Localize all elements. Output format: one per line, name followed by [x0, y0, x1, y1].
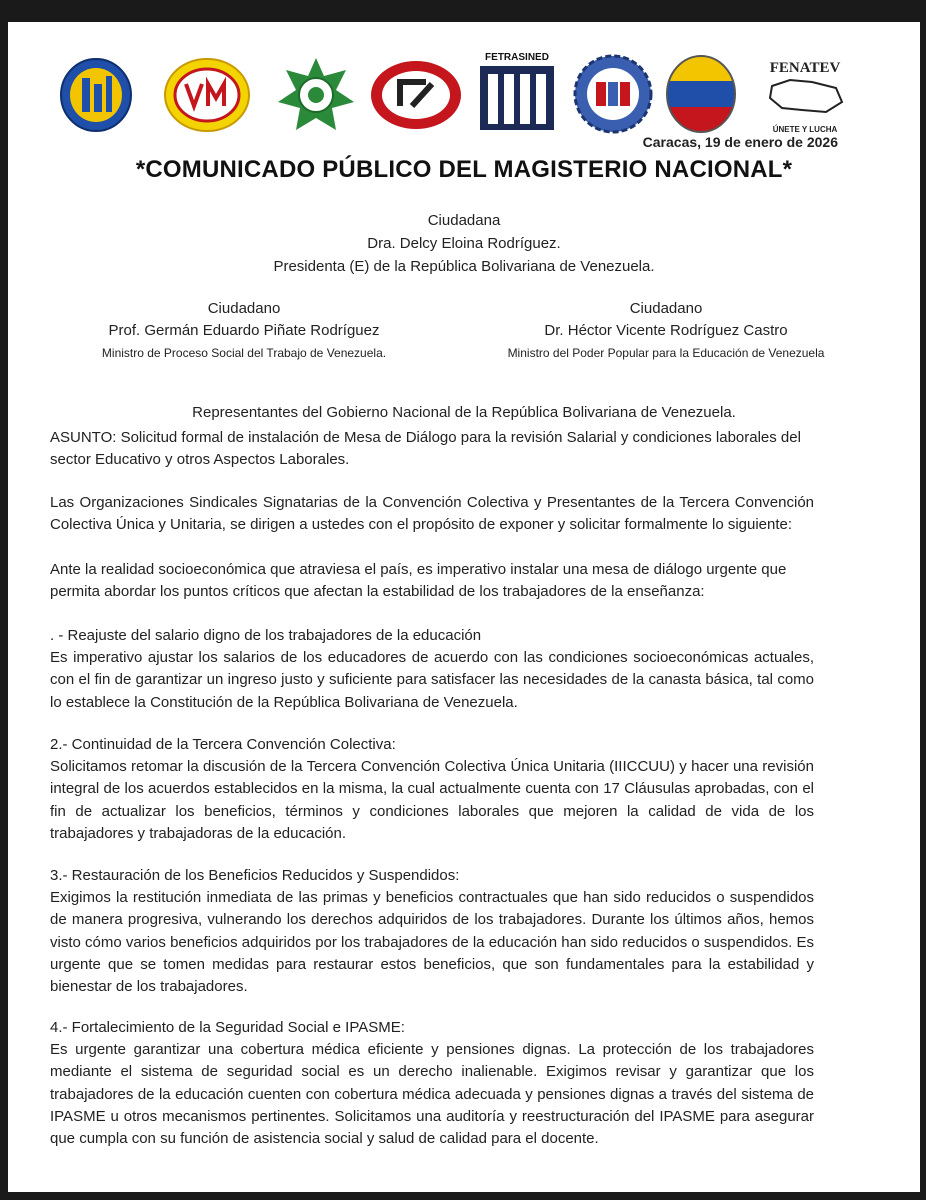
section-convention: [50, 734, 814, 845]
document-page: [8, 22, 920, 1192]
section-salary: [50, 625, 814, 714]
addressee-salutation: Ciudadana: [427, 212, 501, 229]
minister-name: Dr. Héctor Vicente Rodríguez Castro: [544, 322, 788, 339]
section-heading: . - Reajuste del salario digno de los trabajadores de la educación: [50, 627, 482, 644]
document-title: *COMUNICADO PÚBLICO DEL MAGISTERIO NACIONAL*: [135, 156, 793, 183]
intro-paragraph: Las Organizaciones Sindicales Signatarias de la Convención Colectiva y Presentantes de la Tercera Convención Colectiva Única y Unitaria, se dirigen a ustedes con el propósito de exponer y solicitar formalmente lo siguiente:: [50, 494, 814, 534]
fetrasined-text: FETRASINED: [485, 52, 549, 63]
union-logo-4: [370, 60, 462, 130]
union-logo-8: [750, 52, 860, 138]
minister-salutation: Ciudadano: [207, 300, 281, 317]
union-logo-5: [474, 48, 560, 132]
section-body: Exigimos la restitución inmediata de las primas y beneficios contractuales que han sido reducidos o suspendidos de manera progresiva, vulnerando los derechos adquiridos de los trabajadores. Durante los últimos años, hemos visto cómo varios beneficios adquiridos por los trabajadores de la educación han sido reducidos o suspendidos. Es urgente que se tomen medidas para restaurar estos beneficios, que son fundamentales para la estabilidad y bienestar de los trabajadores.: [50, 889, 814, 996]
addressee-name: Dra. Delcy Eloina Rodríguez.: [367, 235, 561, 252]
document-date: Caracas, 19 de enero de 2026: [642, 134, 838, 150]
representatives-line: Representantes del Gobierno Nacional de la República Bolivariana de Venezuela.: [192, 404, 736, 421]
minister-salutation: Ciudadano: [629, 300, 703, 317]
section-body: Es urgente garantizar una cobertura médica eficiente y pensiones dignas. La protección de los trabajadores mediante el sistema de seguridad social es un derecho inalienable. Exigimos revisar y garantizar que los trabajadores de la educación cuenten con cobertura médica adecuada y pensiones dignas a través del sistema de IPASME u otros mecanismos pertinentes. Solicitamos una auditoría y reestructuración del IPASME para asegurar que cumpla con su función de asistencia social y salud de calidad para el docente.: [50, 1041, 814, 1148]
section-benefits: [50, 865, 814, 998]
section-social-security: [50, 1017, 814, 1150]
minister-block-labor: [34, 298, 454, 364]
section-heading: 4.- Fortalecimiento de la Seguridad Social e IPASME:: [50, 1019, 405, 1036]
addressee-role: Presidenta (E) de la República Bolivariana de Venezuela.: [273, 258, 655, 275]
section-body: Es imperativo ajustar los salarios de los educadores de acuerdo con las condiciones socioeconómicas actuales, con el fin de garantizar un ingreso justo y suficiente para satisfacer las necesidades de la canasta básica, tal como lo establece la Constitución de la República Bolivariana de Venezuela.: [50, 649, 814, 711]
union-logo-2: [164, 58, 250, 132]
fenatev-text: FENATEV: [769, 60, 841, 76]
minister-role: Ministro del Poder Popular para la Educación de Venezuela: [507, 346, 825, 360]
union-logo-7: [664, 54, 738, 134]
section-heading: 2.- Continuidad de la Tercera Convención Colectiva:: [50, 736, 396, 753]
minister-name: Prof. Germán Eduardo Piñate Rodríguez: [108, 322, 380, 339]
section-body: Solicitamos retomar la discusión de la Tercera Convención Colectiva Única Unitaria (IIICCUU) y hacer una revisión integral de los acuerdos establecidos en la misma, la cual actualmente cuenta con 17 Cláusulas aprobadas, con el fin de actualizar los beneficios, términos y condiciones laborales que mejoren la calidad de vida de los trabajadores y trabajadoras de la educación.: [50, 758, 814, 842]
section-heading: 3.- Restauración de los Beneficios Reducidos y Suspendidos:: [50, 867, 460, 884]
union-logos-row: [60, 42, 860, 142]
union-logo-1: [60, 58, 132, 132]
asunto-paragraph: ASUNTO: Solicitud formal de instalación de Mesa de Diálogo para la revisión Salarial y condiciones laborales del sector Educativo y otros Aspectos Laborales.: [50, 429, 801, 469]
minister-role: Ministro de Proceso Social del Trabajo de Venezuela.: [101, 346, 387, 360]
union-logo-6: [572, 54, 654, 134]
context-paragraph: Ante la realidad socioeconómica que atraviesa el país, es imperativo instalar una mesa de diálogo urgente que permita abordar los puntos críticos que afectan la estabilidad de los trabajadores de la enseñanza:: [50, 561, 787, 601]
minister-block-education: [456, 298, 876, 364]
union-logo-3: [276, 56, 356, 134]
fenatev-motto-text: ÚNETE Y LUCHA: [772, 125, 838, 134]
